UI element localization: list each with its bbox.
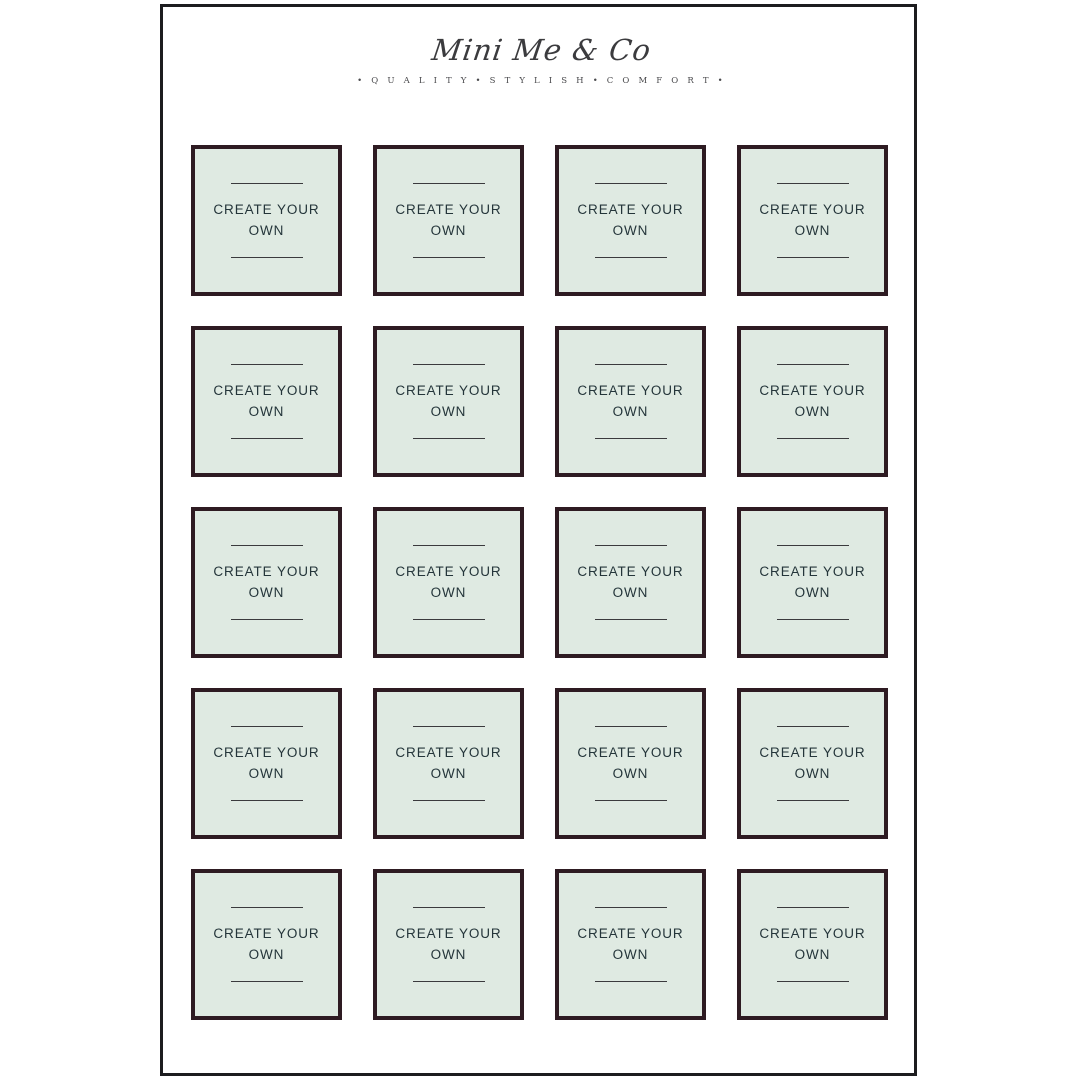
label-text: CREATE YOUR OWN [213, 382, 320, 419]
label-card[interactable] [737, 145, 888, 296]
divider-line-bottom [231, 619, 303, 620]
label-card[interactable] [191, 326, 342, 477]
brand-header [163, 35, 920, 86]
label-text: CREATE YOUR OWN [213, 201, 320, 238]
label-card[interactable] [737, 326, 888, 477]
divider-line-bottom [231, 981, 303, 982]
divider-line-top [777, 907, 849, 908]
label-card[interactable] [737, 507, 888, 658]
divider-line-top [777, 545, 849, 546]
label-text: CREATE YOUR OWN [395, 382, 502, 419]
label-card[interactable] [555, 326, 706, 477]
label-text: CREATE YOUR OWN [577, 201, 684, 238]
divider-line-bottom [231, 438, 303, 439]
label-text: CREATE YOUR OWN [395, 744, 502, 781]
divider-line-bottom [413, 800, 485, 801]
divider-line-top [413, 907, 485, 908]
divider-line-top [413, 726, 485, 727]
divider-line-top [777, 364, 849, 365]
divider-line-top [595, 364, 667, 365]
label-grid [191, 145, 891, 1020]
brand-tagline: • Q U A L I T Y • S T Y L I S H • C O M F O R T • [357, 75, 726, 86]
label-card[interactable] [555, 145, 706, 296]
divider-line-bottom [231, 257, 303, 258]
divider-line-bottom [413, 619, 485, 620]
divider-line-top [595, 545, 667, 546]
label-text: CREATE YOUR OWN [577, 925, 684, 962]
divider-line-top [595, 726, 667, 727]
divider-line-bottom [413, 438, 485, 439]
brand-name: Mini Me & Co [429, 33, 654, 67]
divider-line-bottom [595, 257, 667, 258]
label-text: CREATE YOUR OWN [395, 201, 502, 238]
label-card[interactable] [373, 507, 524, 658]
divider-line-bottom [595, 800, 667, 801]
divider-line-top [595, 183, 667, 184]
label-text: CREATE YOUR OWN [759, 382, 866, 419]
label-text: CREATE YOUR OWN [577, 744, 684, 781]
label-card[interactable] [373, 688, 524, 839]
divider-line-top [231, 545, 303, 546]
divider-line-bottom [777, 438, 849, 439]
label-text: CREATE YOUR OWN [213, 744, 320, 781]
divider-line-top [413, 545, 485, 546]
label-card[interactable] [737, 869, 888, 1020]
divider-line-bottom [595, 438, 667, 439]
label-card[interactable] [555, 688, 706, 839]
label-text: CREATE YOUR OWN [213, 925, 320, 962]
label-text: CREATE YOUR OWN [759, 925, 866, 962]
divider-line-bottom [777, 257, 849, 258]
label-card[interactable] [373, 145, 524, 296]
label-text: CREATE YOUR OWN [213, 563, 320, 600]
divider-line-bottom [231, 800, 303, 801]
divider-line-top [231, 726, 303, 727]
divider-line-bottom [777, 800, 849, 801]
label-card[interactable] [555, 869, 706, 1020]
label-text: CREATE YOUR OWN [759, 744, 866, 781]
label-text: CREATE YOUR OWN [395, 563, 502, 600]
divider-line-bottom [777, 619, 849, 620]
label-card[interactable] [191, 507, 342, 658]
label-card[interactable] [191, 145, 342, 296]
divider-line-top [595, 907, 667, 908]
divider-line-bottom [413, 257, 485, 258]
label-card[interactable] [373, 869, 524, 1020]
divider-line-top [231, 907, 303, 908]
label-text: CREATE YOUR OWN [759, 563, 866, 600]
divider-line-bottom [777, 981, 849, 982]
divider-line-bottom [595, 981, 667, 982]
divider-line-top [413, 183, 485, 184]
divider-line-bottom [595, 619, 667, 620]
divider-line-top [413, 364, 485, 365]
label-text: CREATE YOUR OWN [577, 563, 684, 600]
label-sheet [160, 4, 917, 1076]
divider-line-top [777, 183, 849, 184]
label-card[interactable] [373, 326, 524, 477]
divider-line-bottom [413, 981, 485, 982]
label-card[interactable] [555, 507, 706, 658]
divider-line-top [777, 726, 849, 727]
divider-line-top [231, 364, 303, 365]
label-card[interactable] [191, 869, 342, 1020]
divider-line-top [231, 183, 303, 184]
label-card[interactable] [737, 688, 888, 839]
label-card[interactable] [191, 688, 342, 839]
label-text: CREATE YOUR OWN [759, 201, 866, 238]
label-text: CREATE YOUR OWN [577, 382, 684, 419]
label-text: CREATE YOUR OWN [395, 925, 502, 962]
